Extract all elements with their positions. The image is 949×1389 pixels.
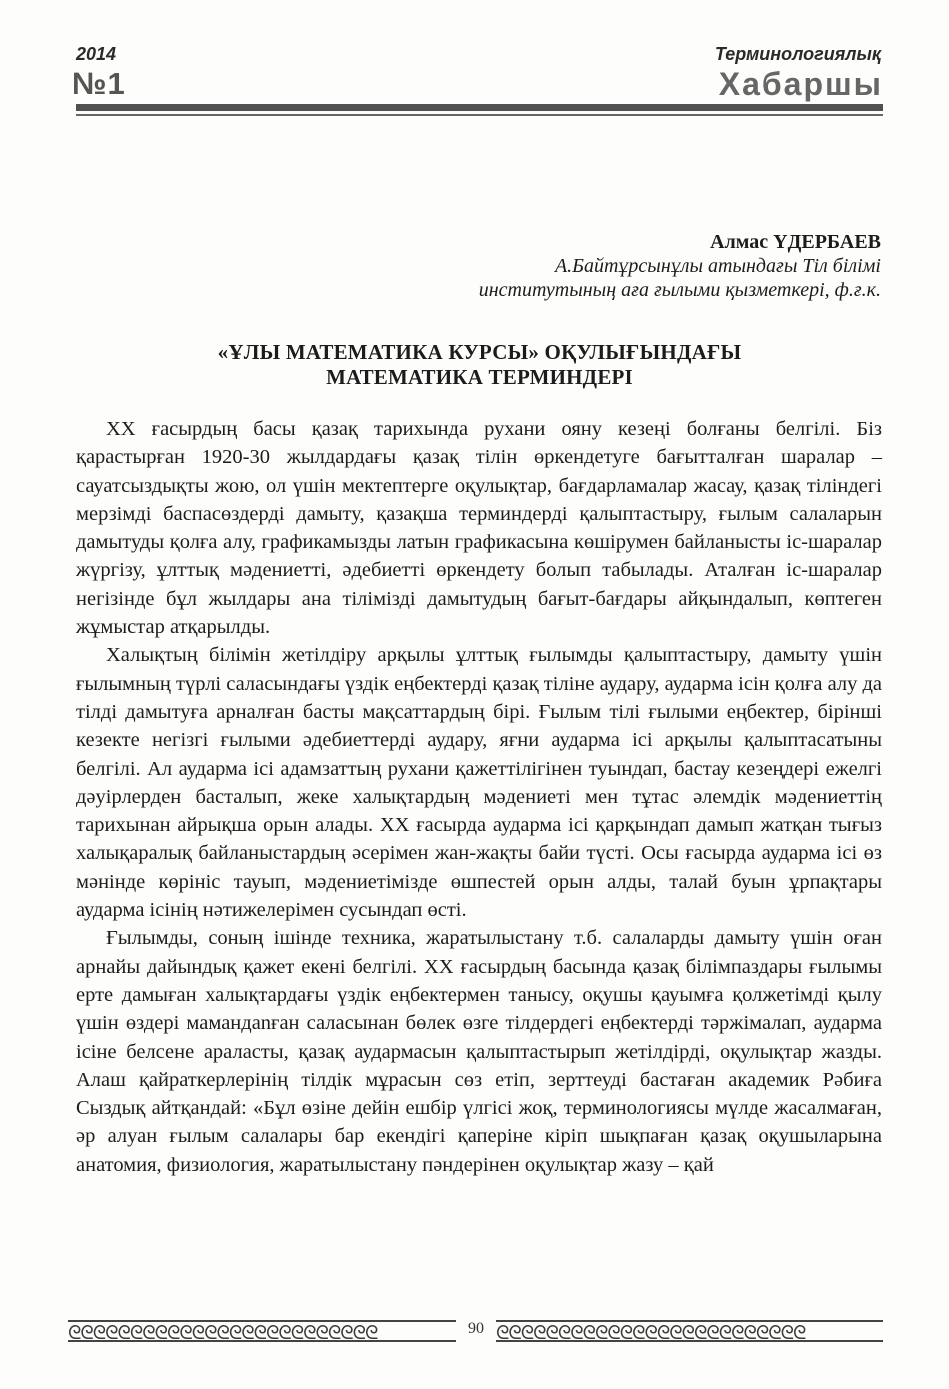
article-title-line1: «ҰЛЫ МАТЕМАТИКА КУРСЫ» ОҚУЛЫҒЫНДАҒЫ (217, 340, 742, 364)
footer-ornament-left: ᘓᘓᘓᘓᘓᘓᘓᘓᘓᘓᘓᘓᘓᘓᘓᘓᘓᘓᘓᘓᘓᘓᘓᘓᘓ (68, 1320, 456, 1342)
article-body (76, 415, 882, 1179)
author-block (321, 230, 881, 302)
page-footer (68, 1318, 883, 1344)
header-rule (76, 104, 883, 118)
paragraph: Халықтың білімін жетілдіру арқылы ұлттық ғылымды қалыптастыру, дамыту үшін ғылымның түрлі саласындағы үздік еңбектерді қазақ тіліне аудару, аударма ісін қолға алу да тілді дамытуға арналған басты мақсаттардың бірі. Ғылым тілі ғылыми еңбектер, бірінші кезекте негізгі ғылыми әдебиеттерді аудару, яғни аударма ісі арқылы қалыптасатыны белгілі. Ал аударма ісі адамзаттың рухани қажеттілігінен туындап, бастау кезеңдері ежелгі дәуірлерден басталып, жеке халықтардың мәдениеті мен тұтас әлемдік мәдениеттің тарихынан айрықша орын алады. XX ғасырда аударма ісі қарқындап дамып жатқан тығыз халықаралық байланыстардың әсерімен жан-жақты байи түсті. Осы ғасырда аударма ісі өз мәнінде көрініс тауып, мәдениетімізде өшпестей орын алды, талай буын ұрпақтары аударма ісінің нәтижелерімен сусындап өсті. (76, 644, 882, 922)
article-title-line2: МАТЕМАТИКА ТЕРМИНДЕРІ (326, 365, 633, 389)
header-rule-thin (76, 114, 883, 116)
journal-issue: №1 (72, 66, 126, 101)
journal-title-line2: Хабаршы (718, 66, 883, 102)
paragraph: XX ғасырдың басы қазақ тарихында рухани ояну кезеңі болғаны белгілі. Біз қарастырған 1920-30 жылдардағы қазақ тілін өркендетуге бағытталған шаралар – сауатсыздықты жою, ол үшін мектептерге оқулықтар, бағдарламалар жасау, қазақ тіліндегі мерзімді баспасөздерді дамыту, қазақша терминдерді қалыптастыру, ғылым салаларын дамытуды қолға алу, графикамызды латын графикасына көшірумен байланысты іс-шаралар жүргізу, ұлттық мәдениетті, әдебиетті өркендету болып табылады. Аталған іс-шаралар негізінде бұл жылдары ана тілімізді дамытудың бағыт-бағдары айқындалып, көптеген жұмыстар атқарылды. (76, 418, 882, 639)
author-name: Алмас ҮДЕРБАЕВ (710, 231, 881, 253)
footer-ornament-right: ᘓᘓᘓᘓᘓᘓᘓᘓᘓᘓᘓᘓᘓᘓᘓᘓᘓᘓᘓᘓᘓᘓᘓᘓᘓ (496, 1320, 883, 1342)
page-number: 90 (468, 1320, 484, 1337)
author-affiliation-line2: институтының аға ғылыми қызметкері, ф.ғ.к. (478, 279, 881, 301)
journal-year: 2014 (76, 44, 117, 64)
header-rule-thick (76, 104, 883, 111)
journal-title-line1: Терминологиялық (714, 44, 881, 64)
author-affiliation-line1: А.Байтұрсынұлы атындағы Тіл білімі (554, 255, 881, 277)
paragraph: Ғылымды, соның ішінде техника, жаратылыстану т.б. салаларды дамыту үшін оған арнайы дайындық қажет екені белгілі. XX ғасырдың басында қазақ білімпаздары ғылымы ерте дамыған халықтардағы үздік еңбектермен танысу, оқушы қауымға қолжетімді қылу үшін өздері мамандanған саласынан бөлек өзге тілдердегі еңбектерді тәржімалап, аударма ісіне белсене араласты, қазақ аудармасын қалыптастырып жетілдірді, оқулықтар жазды. Алаш қайраткерлерінің тілдік мұрасын сөз етіп, зерттеуді бастаған академик Рәбиға Сыздық айтқандай: «Бұл өзіне дейін ешбір үлгісі жоқ, терминологиясы мүлде жасалмаған, әр алуан ғылым салалары бар екендігі қаперіне кіріп шықпаған қазақ оқушыларына анатомия, физиология, жаратылыстану пәндерінен оқулықтар жазу – қай (76, 927, 882, 1176)
article-title (76, 340, 883, 390)
